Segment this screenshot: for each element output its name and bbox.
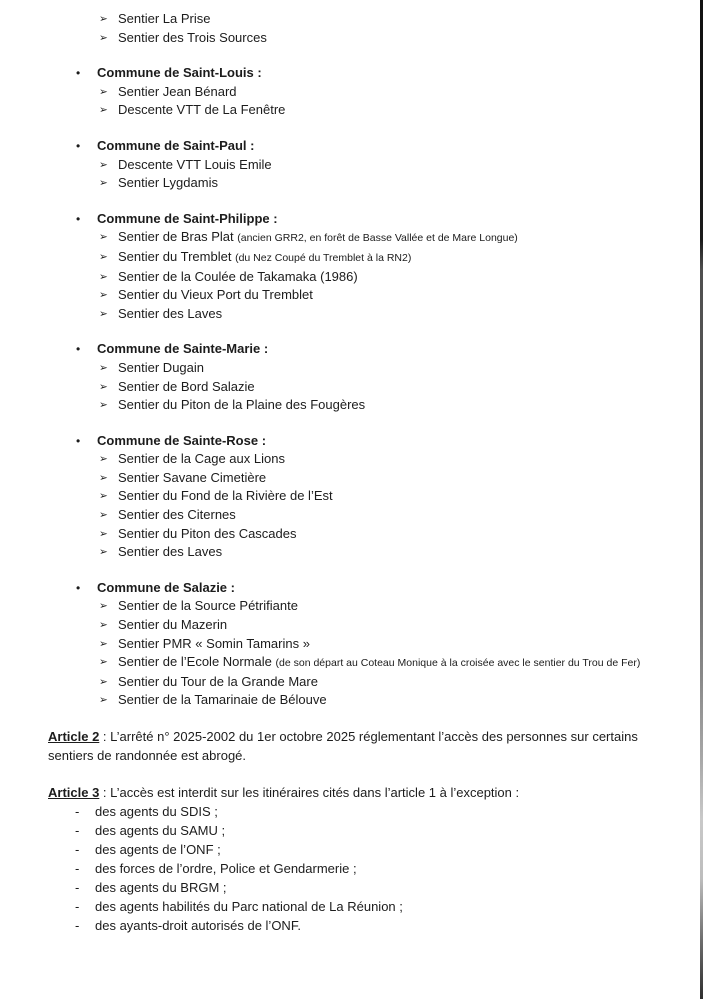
bullet-icon: • (76, 66, 81, 81)
arrow-bullet-icon: ➢ (99, 546, 108, 559)
trail-name: Sentier des Laves (118, 305, 223, 321)
commune-header (48, 579, 660, 598)
arrow-bullet-icon: ➢ (99, 361, 108, 374)
trail-item (48, 378, 660, 397)
trail-name: Sentier du Tour de la Grande Mare (118, 673, 318, 689)
exception-text: des agents de l’ONF ; (95, 842, 221, 857)
commune-header (48, 340, 660, 359)
exception-text: des ayants-droit autorisés de l’ONF. (95, 918, 301, 933)
commune-group (48, 64, 660, 120)
commune-name: Commune de Saint-Philippe : (97, 210, 278, 226)
trail-item (48, 450, 660, 469)
trail-name: Sentier de Bras Plat (118, 229, 234, 245)
trail-name: Sentier des Trois Sources (118, 29, 267, 45)
arrow-bullet-icon: ➢ (99, 527, 108, 540)
commune-name: Commune de Sainte-Rose : (97, 432, 267, 448)
trail-item (48, 543, 660, 562)
trail-item (48, 506, 660, 525)
exception-item (48, 840, 660, 859)
trail-item (48, 305, 660, 324)
trail-name: Sentier de la Tamarinaie de Bélouve (118, 692, 327, 708)
arrow-bullet-icon: ➢ (99, 85, 108, 98)
commune-header (48, 210, 660, 229)
arrow-bullet-icon: ➢ (99, 656, 108, 669)
arrow-bullet-icon: ➢ (99, 453, 108, 466)
commune-header (48, 432, 660, 451)
arrow-bullet-icon: ➢ (99, 694, 108, 707)
trail-item (48, 10, 660, 29)
commune-name: Commune de Saint-Paul : (97, 137, 255, 153)
exception-item (48, 916, 660, 935)
exception-text: des forces de l’ordre, Police et Gendarmerie ; (95, 861, 357, 876)
trail-name: Sentier Savane Cimetière (118, 469, 267, 485)
exception-item (48, 878, 660, 897)
arrow-bullet-icon: ➢ (99, 637, 108, 650)
trail-name: Sentier du Mazerin (118, 617, 228, 633)
commune-header (48, 64, 660, 83)
trail-item (48, 174, 660, 193)
arrow-bullet-icon: ➢ (99, 307, 108, 320)
bullet-icon: • (76, 433, 81, 448)
dash-icon: - (75, 823, 80, 838)
trail-name: Sentier de l’Ecole Normale (118, 654, 272, 670)
trail-name: Sentier PMR « Somin Tamarins » (118, 635, 310, 651)
trail-note: (de son départ au Coteau Monique à la croisée avec le sentier du Trou de Fer) (275, 657, 641, 670)
arrow-bullet-icon: ➢ (99, 619, 108, 632)
commune-group (48, 210, 660, 324)
trail-item (48, 469, 660, 488)
exception-item (48, 897, 660, 916)
bullet-icon: • (76, 211, 81, 226)
trail-item (48, 268, 660, 287)
trail-name: Sentier des Citernes (118, 507, 236, 523)
arrow-bullet-icon: ➢ (99, 471, 108, 484)
commune-name: Commune de Sainte-Marie : (97, 341, 269, 357)
arrow-bullet-icon: ➢ (99, 104, 108, 117)
commune-group (48, 137, 660, 193)
bullet-icon: • (76, 580, 81, 595)
arrow-bullet-icon: ➢ (99, 231, 108, 244)
trail-item (48, 635, 660, 654)
article-2-label: Article 2 (48, 729, 100, 744)
arrow-bullet-icon: ➢ (99, 509, 108, 522)
trail-item (48, 525, 660, 544)
trail-item (48, 156, 660, 175)
article-3-text: : L’accès est interdit sur les itinéraires cités dans l’article 1 à l’exception : (99, 785, 520, 800)
trail-name: Sentier du Piton de la Plaine des Fougères (118, 397, 366, 413)
trail-name: Descente VTT de La Fenêtre (118, 102, 286, 118)
article-2-text: : L’arrêté n° 2025-2002 du 1er octobre 2025 réglementant l’accès des personnes sur certains sentiers de randonnée est abrogé. (48, 729, 638, 763)
exception-item (48, 821, 660, 840)
trail-item (48, 83, 660, 102)
trail-name: Sentier de la Source Pétrifiante (118, 598, 298, 614)
dash-icon: - (75, 899, 80, 914)
commune-group (48, 579, 660, 710)
trail-item (48, 673, 660, 692)
trail-note: (ancien GRR2, en forêt de Basse Vallée et de Mare Longue) (237, 232, 518, 245)
trail-item (48, 653, 660, 673)
trail-name: Sentier du Vieux Port du Tremblet (118, 287, 313, 303)
trail-item (48, 248, 660, 268)
trail-name: Sentier du Fond de la Rivière de l’Est (118, 488, 333, 504)
commune-group (48, 340, 660, 414)
trail-item (48, 228, 660, 248)
trail-name: Descente VTT Louis Emile (118, 156, 272, 172)
exception-text: des agents du SAMU ; (95, 823, 226, 838)
article-3-label: Article 3 (48, 785, 100, 800)
trail-name: Sentier Jean Bénard (118, 83, 237, 99)
article-2-paragraph (48, 727, 654, 765)
arrow-bullet-icon: ➢ (99, 177, 108, 190)
trail-item (48, 487, 660, 506)
trail-item (48, 597, 660, 616)
trail-name: Sentier de Bord Salazie (118, 378, 255, 394)
arrow-bullet-icon: ➢ (99, 380, 108, 393)
trail-name: Sentier Dugain (118, 359, 204, 375)
trail-item (48, 286, 660, 305)
commune-name: Commune de Saint-Louis : (97, 65, 262, 81)
arrow-bullet-icon: ➢ (99, 600, 108, 613)
arrow-bullet-icon: ➢ (99, 270, 108, 283)
trail-item (48, 29, 660, 48)
dash-icon: - (75, 804, 80, 819)
commune-name: Commune de Salazie : (97, 579, 235, 595)
arrow-bullet-icon: ➢ (99, 399, 108, 412)
trail-name: Sentier du Piton des Cascades (118, 525, 297, 541)
arrow-bullet-icon: ➢ (99, 13, 108, 25)
trail-name: Sentier de la Cage aux Lions (118, 451, 285, 467)
exception-text: des agents habilités du Parc national de La Réunion ; (95, 899, 403, 914)
exception-text: des agents du SDIS ; (95, 804, 218, 819)
bullet-icon: • (76, 138, 81, 153)
trail-name: Sentier Lygdamis (118, 175, 218, 191)
arrow-bullet-icon: ➢ (99, 250, 108, 263)
bullet-icon: • (76, 342, 81, 357)
trail-item (48, 359, 660, 378)
trail-item (48, 616, 660, 635)
exception-item (48, 859, 660, 878)
trail-note: (du Nez Coupé du Tremblet à la RN2) (235, 251, 412, 264)
scan-artifact-line (700, 0, 703, 999)
arrow-bullet-icon: ➢ (99, 490, 108, 503)
arrow-bullet-icon: ➢ (99, 675, 108, 688)
commune-group (48, 432, 660, 562)
arrow-bullet-icon: ➢ (99, 289, 108, 302)
dash-icon: - (75, 842, 80, 857)
dash-icon: - (75, 861, 80, 876)
exception-item (48, 802, 660, 821)
trail-name: Sentier La Prise (118, 11, 211, 26)
trail-item (48, 101, 660, 120)
trail-item (48, 691, 660, 710)
trail-name: Sentier des Laves (118, 544, 223, 560)
commune-header (48, 137, 660, 156)
dash-icon: - (75, 880, 80, 895)
trail-item (48, 396, 660, 415)
article-3-paragraph (48, 783, 654, 802)
dash-icon: - (75, 918, 80, 933)
exceptions-list (48, 802, 660, 935)
arrow-bullet-icon: ➢ (99, 31, 108, 44)
arrow-bullet-icon: ➢ (99, 158, 108, 171)
exception-text: des agents du BRGM ; (95, 880, 227, 895)
trail-name: Sentier de la Coulée de Takamaka (1986) (118, 268, 358, 284)
trail-name: Sentier du Tremblet (118, 248, 232, 264)
commune-group (48, 10, 660, 47)
